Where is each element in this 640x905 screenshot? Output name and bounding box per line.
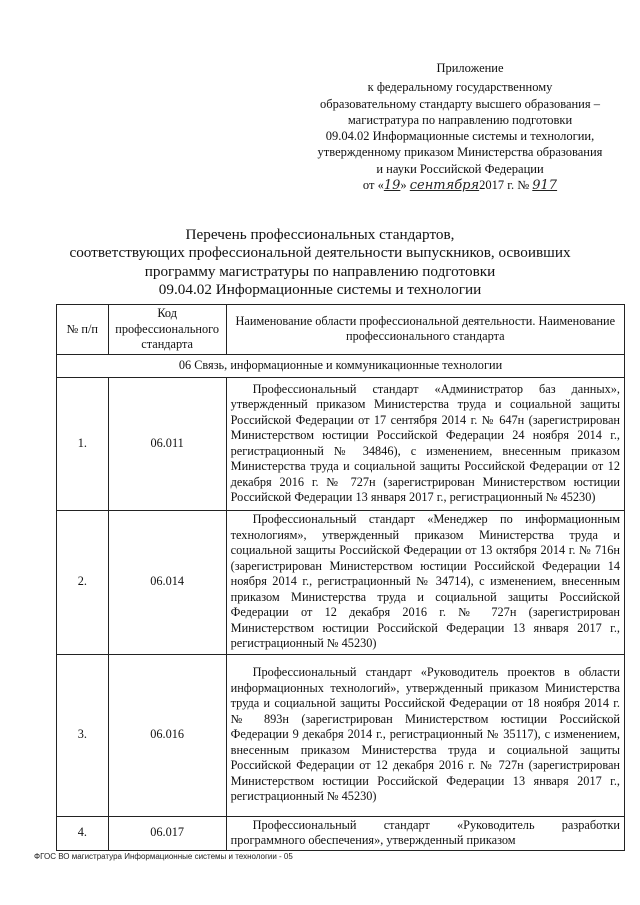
- table-row: [57, 377, 625, 510]
- row-num: 3.: [57, 654, 109, 816]
- row-code: 06.011: [108, 377, 226, 510]
- date-month: сентября: [409, 178, 480, 194]
- row-num: 1.: [57, 377, 109, 510]
- document-title: [20, 226, 620, 299]
- header-line: магистратура по направлению подготовки: [347, 112, 573, 127]
- table-header-row: [57, 305, 625, 355]
- standards-table: [56, 304, 625, 851]
- header-line: утвержденному приказом Министерства образования: [317, 145, 603, 160]
- header-line: и науки Российской Федерации: [376, 161, 544, 176]
- row-num: 4.: [57, 816, 109, 850]
- row-code: 06.014: [108, 510, 226, 654]
- header-line: 09.04.02 Информационные системы и технологии,: [325, 129, 595, 144]
- row-code: 06.016: [108, 654, 226, 816]
- title-line: 09.04.02 Информационные системы и технологии: [158, 280, 482, 298]
- row-description: Профессиональный стандарт «Руководитель разработки программного обеспечения», утвержденный приказом: [226, 816, 624, 850]
- title-line: соответствующих профессиональной деятельности выпускников, освоивших: [69, 244, 571, 262]
- section-title: 06 Связь, информационные и коммуникационные технологии: [57, 354, 625, 377]
- row-code: 06.017: [108, 816, 226, 850]
- date-prefix: от «: [362, 178, 384, 193]
- date-mid: »: [400, 178, 410, 193]
- appendix-label: Приложение: [436, 61, 504, 75]
- date-day: 19: [383, 178, 401, 194]
- page-footer: ФГОС ВО магистратура Информационные системы и технологии - 05: [34, 852, 293, 861]
- header-name: Наименование области профессиональной деятельности. Наименование профессионального стандарта: [226, 305, 624, 355]
- order-number: 917: [532, 178, 558, 194]
- appendix-header: [300, 60, 620, 194]
- table-row: [57, 816, 625, 850]
- header-line: к федеральному государственному: [367, 80, 553, 95]
- title-line: программу магистратуры по направлению подготовки: [144, 262, 496, 280]
- header-line: образовательному стандарту высшего образования –: [319, 96, 600, 111]
- section-row: [57, 354, 625, 377]
- order-date-line: [300, 177, 620, 194]
- row-num: 2.: [57, 510, 109, 654]
- table-row: [57, 654, 625, 816]
- date-year: 2017 г. №: [479, 178, 530, 193]
- header-code: Код профессионального стандарта: [108, 305, 226, 355]
- title-line: Перечень профессиональных стандартов,: [185, 226, 455, 243]
- header-num: № п/п: [57, 305, 109, 355]
- row-description: Профессиональный стандарт «Руководитель проектов в области информационных технологий», утвержденный приказом Министерства труда и социальной защиты Российской Федерации от 18 ноября 2014 г. № 893н (зарегистрирован Министерством юстиции Российской Федерации 9 декабря 2014 г., регистрационный № 35117), с изменением, внесенным приказом Министерства труда и социальной защиты Российской Федерации от 12 декабря 2016 г. № 727н (зарегистрирован Министерством юстиции Российской Федерации 13 января 2017 г., регистрационный № 45230): [226, 654, 624, 816]
- table-row: [57, 510, 625, 654]
- row-description: Профессиональный стандарт «Администратор баз данных», утвержденный приказом Министерства труда и социальной защиты Российской Федерации от 17 сентября 2014 г. № 647н (зарегистрирован Министерством юстиции Российской Федерации 24 ноября 2014 г., регистрационный № 34846), с изменением, внесенным приказом Министерства труда и социальной защиты Российской Федерации от 12 декабря 2016 г. № 727н (зарегистрирован Министерством юстиции Российской Федерации 13 января 2017 г., регистрационный № 45230): [226, 377, 624, 510]
- row-description: Профессиональный стандарт «Менеджер по информационным технологиям», утвержденный приказом Министерства труда и социальной защиты Российской Федерации от 13 октября 2014 г. № 716н (зарегистрирован Министерством юстиции Российской Федерации 14 ноября 2014 г., регистрационный № 34714), с изменением, внесенным приказом Министерства труда и социальной защиты Российской Федерации от 12 декабря 2016 г. № 727н (зарегистрирован Министерством юстиции Российской Федерации 13 января 2017 г., регистрационный № 45230): [226, 510, 624, 654]
